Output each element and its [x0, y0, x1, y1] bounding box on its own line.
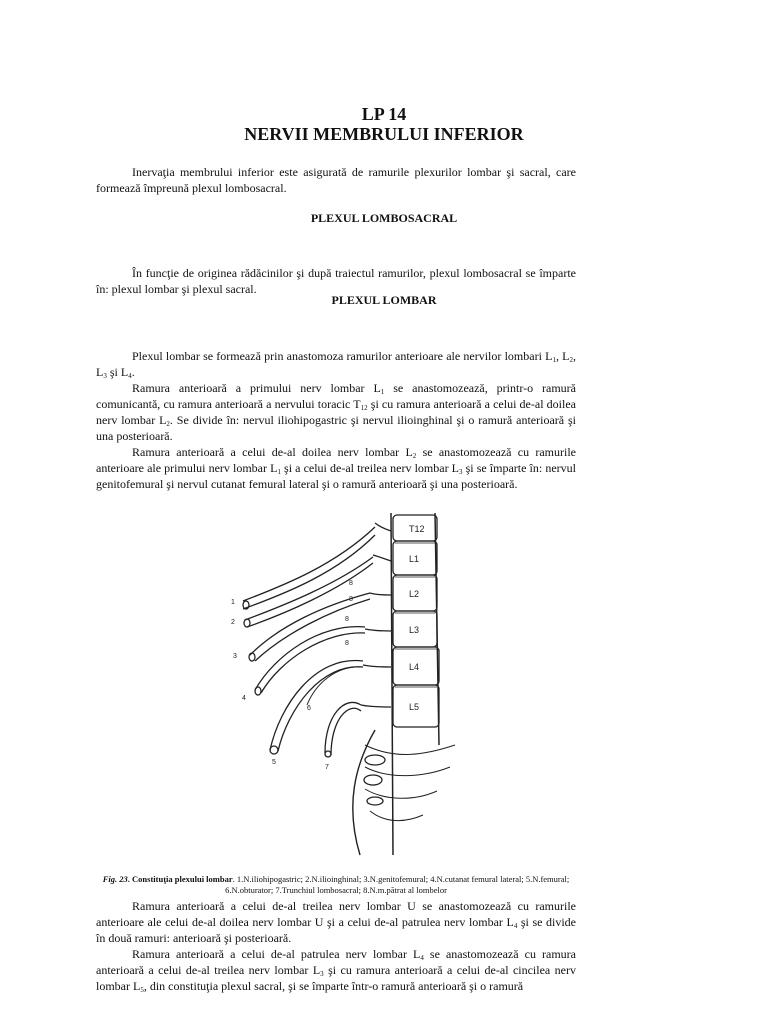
nerve-number-5: 5: [272, 759, 276, 766]
label-T12: T12: [409, 524, 425, 534]
label-L3: L3: [409, 625, 420, 635]
lombar-paragraph-3: Ramura anterioară a celui de-al doilea nerv lombar $L_2$ se anastomozează cu ramurile anterioare ale primului nerv lombar $L_1$ şi a celui de-al treilea nerv lombar $L_3$ şi se împarte în: nervul genitofemural şi nervul cutanat femural lateral şi o ramură anterioară şi una posterioară.: [96, 445, 577, 491]
lesson-code: LP 14: [361, 104, 407, 124]
lombar-paragraph-2: Ramura anterioară a primului nerv lombar $L_1$ se anastomozează, printr-o ramură comunicantă, cu ramura anterioară a nervului toracic $T_{12}$ şi cu ramura anterioară a celui de-al doilea nerv lombar $L_2$. Se divide în: nervul iliohipogastric şi nervul ilioinghinal şi o ramură anterioară şi una posterioară.: [96, 381, 576, 443]
lumbar-plexus-figure: [225, 505, 481, 860]
nerve-number-2: 2: [231, 619, 235, 626]
nerve-number-7: 7: [325, 764, 329, 771]
lumbar-plexus-drawing: [225, 505, 481, 860]
label-L5: L5: [409, 702, 420, 712]
label-L1: L1: [409, 554, 420, 564]
nerve-number-3: 3: [233, 653, 237, 660]
marker-8-c: 8: [345, 616, 349, 623]
marker-8-b: 8: [349, 596, 353, 603]
page-title: NERVII MEMBRULUI INFERIOR: [244, 124, 524, 144]
figure-legend: . 1.N.iliohipogastric; 2.N.ilioinghinal; 3.N.genitofemural; 4.N.cutanat femural lateral; 5.N.femural; 6.N.obturator; 7.Trunchiul lombosacral; 8.N.m.pătrat al lombelor: [225, 874, 570, 895]
intro-paragraph: Inervaţia membrului inferior este asigurată de ramurile plexurilor lombar şi sacral, care formează împreună plexul lombosacral.: [96, 165, 576, 195]
lombar-paragraph-4: Ramura anterioară a celui de-al treilea nerv lombar U se anastomozează cu ramurile anterioare ale celui de-al doilea nerv lombar U şi a celui de-al patrulea nerv lombar $L_4$ şi se divide în două ramuri: anterioară şi posterioară.: [96, 899, 576, 945]
marker-8-d: 8: [345, 640, 349, 647]
section-heading-lombosacral: PLEXUL LOMBOSACRAL: [310, 211, 458, 225]
nerve-number-6: 6: [307, 705, 311, 712]
label-L4: L4: [409, 662, 420, 672]
nerve-number-1: 1: [231, 599, 235, 606]
section-heading-lombar: PLEXUL LOMBAR: [331, 293, 437, 307]
lombar-paragraph-5: Ramura anterioară a celui de-al patrulea nerv lombar $L_4$ se anastomozează cu ramura anterioară a celui de-al treilea nerv lombar $L_3$ şi cu ramura anterioară a celui de-al cincilea nerv lombar $L_5$, din constituţia plexul sacral, şi se împarte într-o ramură anterioară şi o ramură: [96, 947, 576, 994]
nerve-number-4: 4: [242, 695, 246, 702]
marker-8-a: 8: [349, 580, 353, 587]
figure-caption: [96, 874, 576, 896]
lombar-paragraph-1: Plexul lombar se formează prin anastomoza ramurilor anterioare ale nervilor lombari $L_1$, $L_2$, $L_3$ şi $L_4$.: [96, 349, 576, 380]
lombosacral-paragraph: În funcţie de originea rădăcinilor şi după traiectul ramurilor, plexul lombosacral se împarte în: plexul lombar şi plexul sacral.: [96, 266, 576, 296]
label-L2: L2: [409, 589, 420, 599]
figure-number: Fig. 23: [102, 874, 128, 884]
figure-title: . Constituţia plexului lombar: [127, 874, 233, 884]
